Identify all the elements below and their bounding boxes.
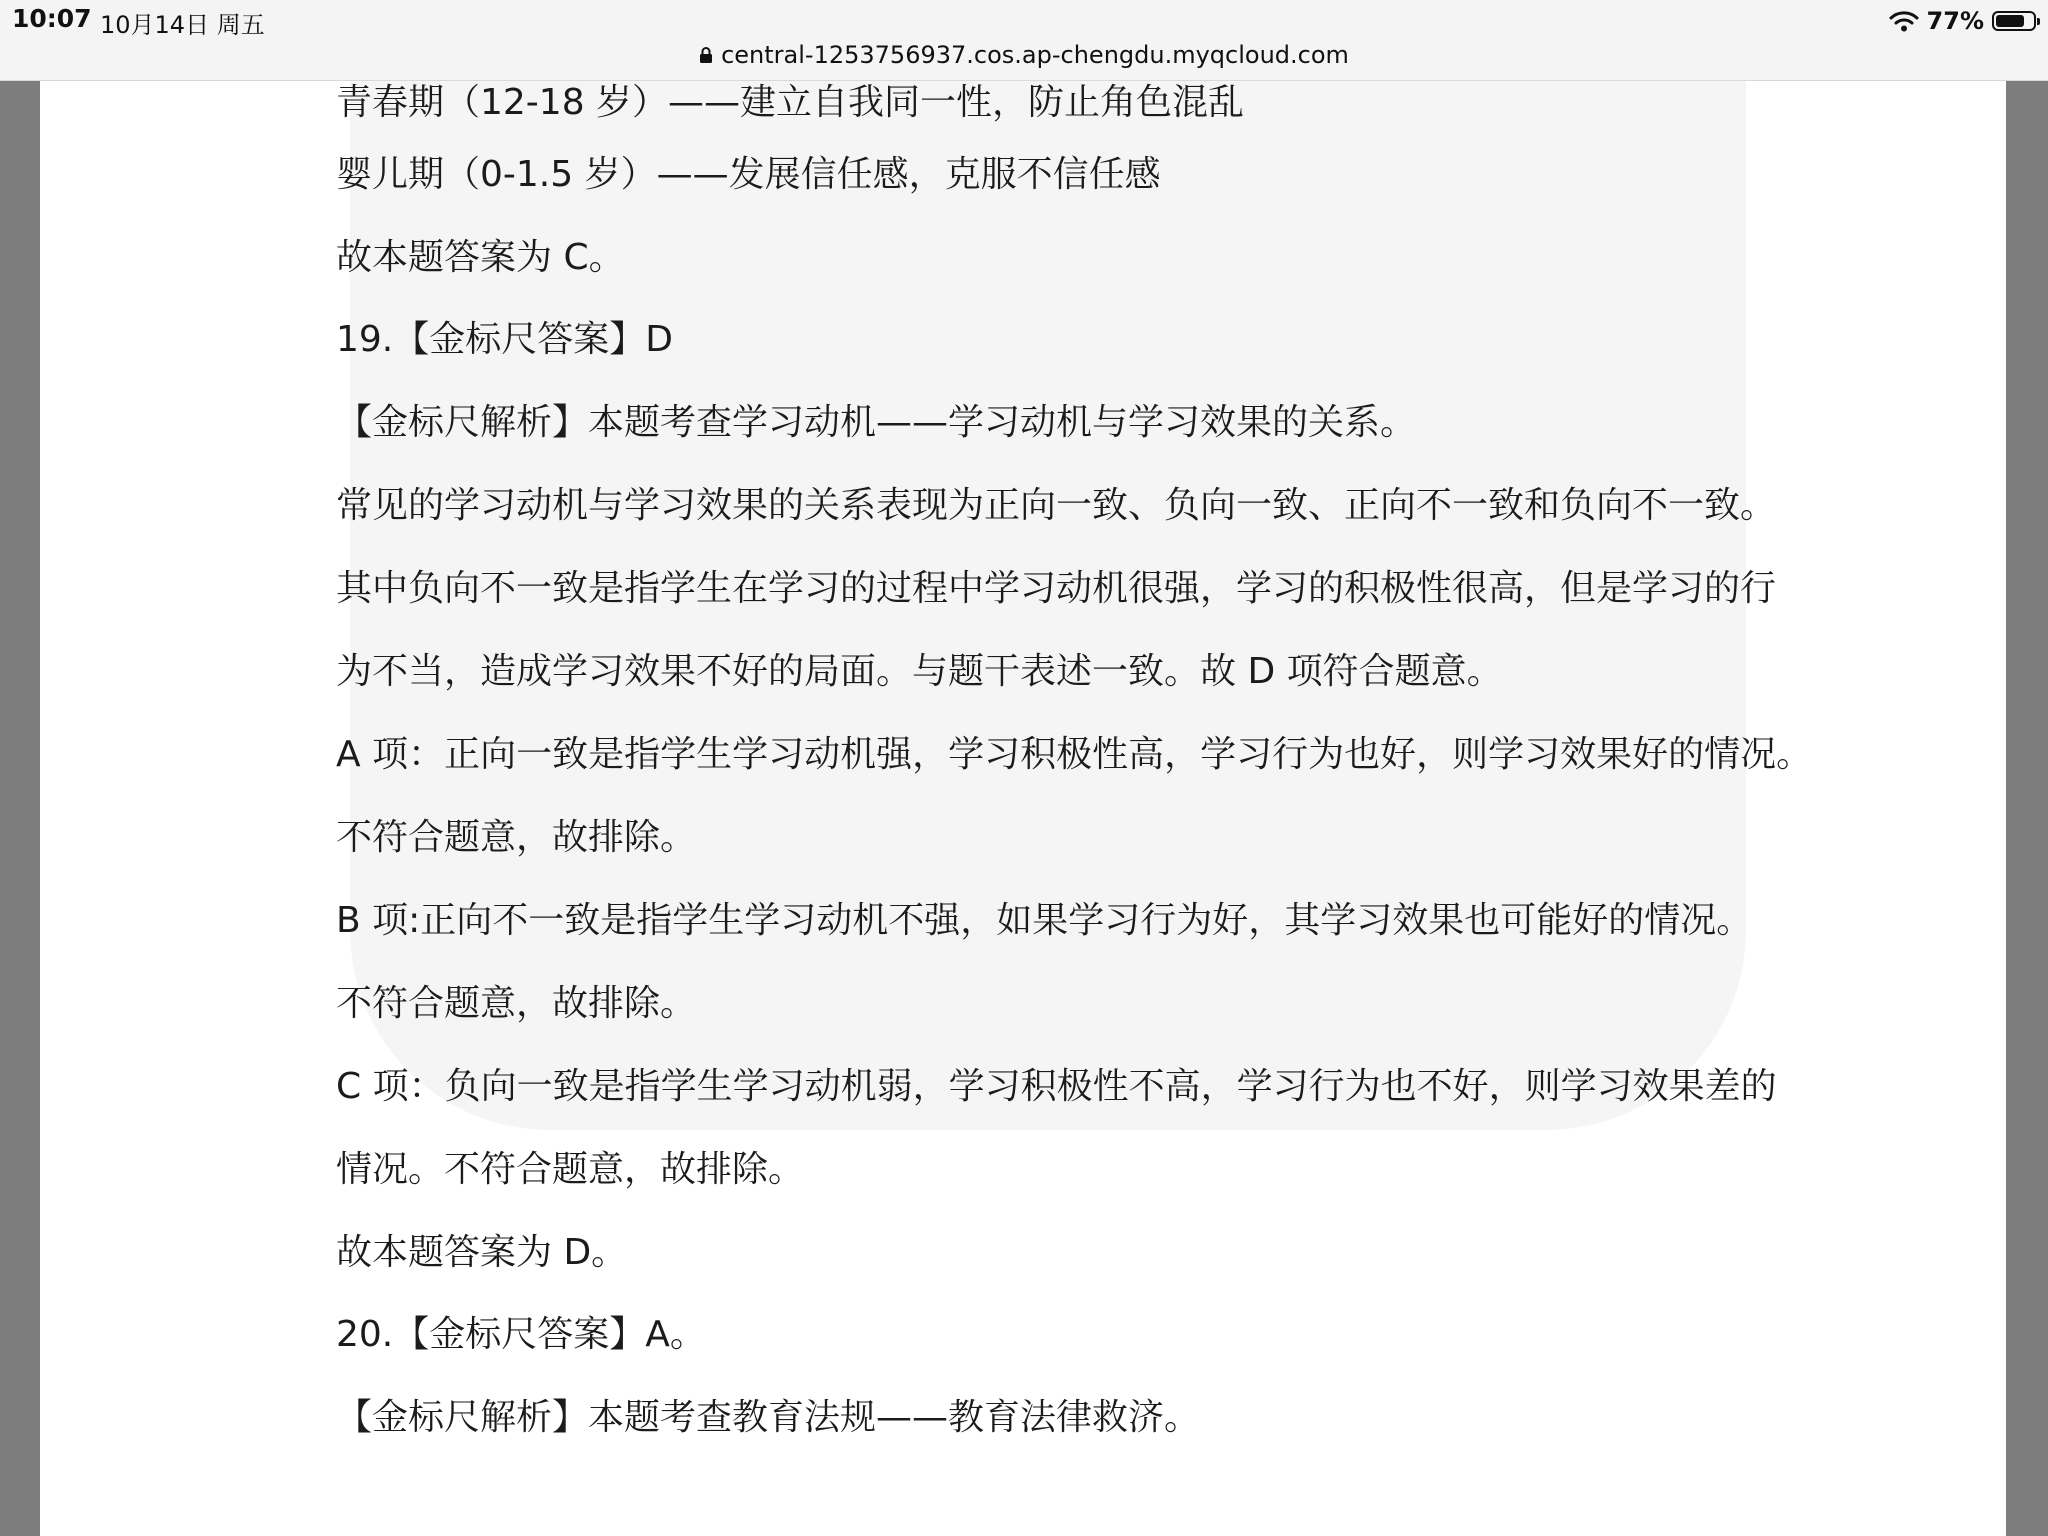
text-line: A 项：正向一致是指学生学习动机强，学习积极性高，学习行为也好，则学习效果好的情况。 — [336, 734, 1813, 775]
text-line: 不符合题意，故排除。 — [336, 983, 697, 1024]
text-line: 故本题答案为 D。 — [336, 1232, 628, 1273]
question-answer-heading: 20.【金标尺答案】A。 — [336, 1314, 706, 1355]
status-date: 10月14日 周五 — [100, 11, 265, 39]
address-bar[interactable] — [0, 40, 2048, 70]
status-indicators — [1889, 4, 2036, 38]
text-line: 常见的学习动机与学习效果的关系表现为正向一致、负向一致、正向不一致和负向不一致。 — [336, 485, 1777, 526]
question-answer-heading: 19.【金标尺答案】D — [336, 319, 673, 360]
analysis-heading: 【金标尺解析】本题考查学习动机——学习动机与学习效果的关系。 — [336, 402, 1417, 443]
text-line: 为不当，造成学习效果不好的局面。与题干表述一致。故 D 项符合题意。 — [336, 651, 1503, 692]
url-text[interactable]: central-1253756937.cos.ap-chengdu.myqcloud.com — [721, 41, 1349, 69]
wifi-icon — [1889, 9, 1919, 33]
text-line: 青春期（12-18 岁）——建立自我同一性，防止角色混乱 — [336, 82, 1245, 123]
text-line: B 项:正向不一致是指学生学习动机不强，如果学习行为好，其学习效果也可能好的情况。 — [336, 900, 1753, 941]
text-line: 不符合题意，故排除。 — [336, 817, 697, 858]
battery-level-fill — [1996, 15, 2024, 27]
status-time: 10:07 — [12, 4, 92, 33]
document-page[interactable] — [40, 80, 2006, 1536]
battery-percentage: 77% — [1926, 7, 1984, 35]
text-line: 情况。不符合题意，故排除。 — [336, 1149, 805, 1190]
battery-icon — [1992, 11, 2036, 31]
lock-icon — [699, 46, 713, 64]
text-line: 婴儿期（0-1.5 岁）——发展信任感，克服不信任感 — [336, 154, 1161, 195]
text-line: 其中负向不一致是指学生在学习的过程中学习动机很强，学习的积极性很高，但是学习的行 — [336, 568, 1777, 609]
text-line: C 项：负向一致是指学生学习动机弱，学习积极性不高，学习行为也不好，则学习效果差的 — [336, 1066, 1777, 1107]
status-bar — [0, 0, 2048, 81]
analysis-heading: 【金标尺解析】本题考查教育法规——教育法律救济。 — [336, 1397, 1201, 1438]
text-line: 故本题答案为 C。 — [336, 237, 625, 278]
